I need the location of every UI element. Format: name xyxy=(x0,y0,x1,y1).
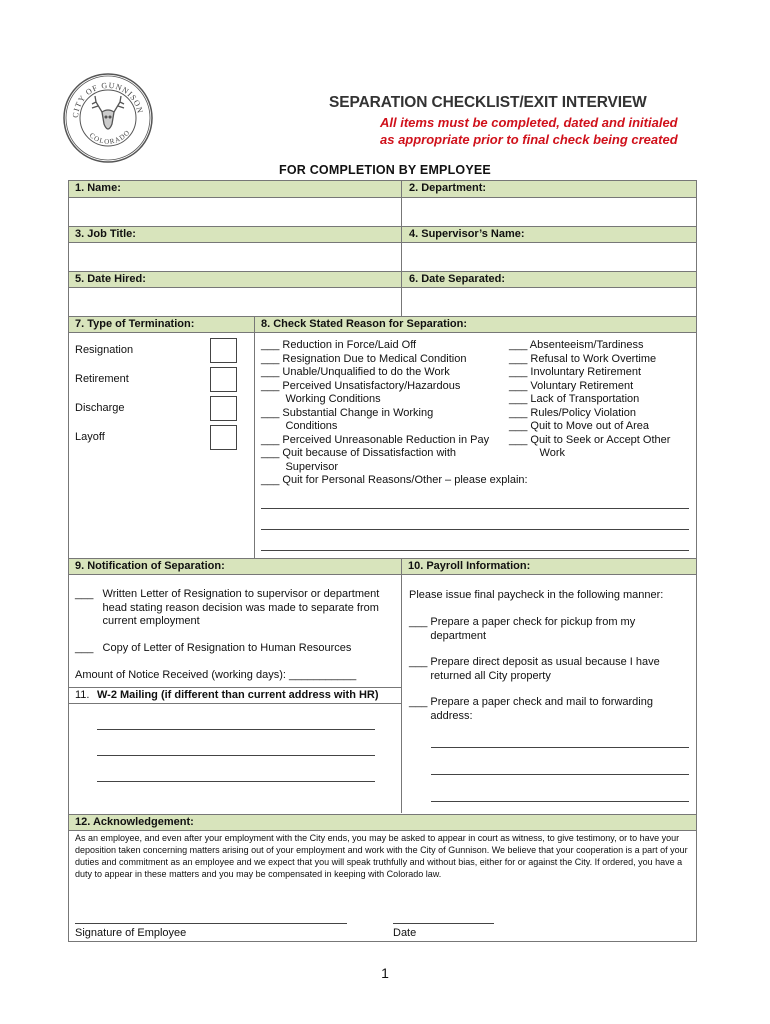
date-line[interactable] xyxy=(393,923,494,924)
reason-item-cont: Conditions xyxy=(261,420,338,432)
seal-text-bottom: COLORADO xyxy=(87,128,132,146)
discharge-checkbox[interactable] xyxy=(210,396,237,421)
explain-line-2[interactable] xyxy=(261,529,689,530)
page-number: 1 xyxy=(381,965,389,981)
w2-heading-number: 11. xyxy=(75,689,90,701)
reason-item[interactable]: ___ Resignation Due to Medical Condition xyxy=(261,352,467,365)
name-label: 1. Name: xyxy=(75,182,121,194)
date-separated-label: 6. Date Separated: xyxy=(409,273,505,285)
explain-line-1[interactable] xyxy=(261,508,689,509)
payroll-option-line: ___ Prepare a paper check for pickup from my xyxy=(409,616,636,628)
w2-heading: W-2 Mailing (if different than current address with HR) xyxy=(97,689,379,701)
form-container xyxy=(68,180,697,942)
reason-item[interactable]: ___ Lack of Transportation xyxy=(509,393,640,405)
reasons-header xyxy=(255,316,696,333)
reasons-heading: 8. Check Stated Reason for Separation: xyxy=(261,318,467,330)
reason-item[interactable]: ___ Unable/Unqualified to do the Work xyxy=(261,366,450,378)
explain-line-3[interactable] xyxy=(261,550,689,551)
option-layoff: Layoff xyxy=(75,431,105,443)
resignation-checkbox[interactable] xyxy=(210,338,237,363)
reasons-right-list xyxy=(509,339,670,461)
signature-line[interactable] xyxy=(75,923,347,924)
subtitle-line-1: All items must be completed, dated and initialed xyxy=(380,115,678,130)
forwarding-address-line-2[interactable] xyxy=(431,774,689,775)
acknowledgement-header xyxy=(69,814,696,831)
reason-item[interactable]: ___ Quit to Move out of Area xyxy=(509,420,650,432)
notification-heading: 9. Notification of Separation: xyxy=(75,560,225,572)
notification-item-1[interactable] xyxy=(75,588,379,629)
acknowledgement-heading: 12. Acknowledgement: xyxy=(75,816,194,828)
payroll-heading: 10. Payroll Information: xyxy=(408,560,531,572)
signature-label: Signature of Employee xyxy=(75,927,187,939)
reason-item[interactable]: ___ Quit because of Dissatisfaction with xyxy=(261,447,457,459)
reason-item[interactable]: ___ Involuntary Retirement xyxy=(509,366,642,378)
reason-item[interactable]: ___ Reduction in Force/Laid Off xyxy=(261,339,417,351)
job-title-label: 3. Job Title: xyxy=(75,228,136,240)
supervisor-field[interactable] xyxy=(402,243,696,271)
row-name-department-header xyxy=(69,181,696,198)
job-title-field[interactable] xyxy=(69,243,401,271)
seal-text-top: CITY OF GUNNISON xyxy=(70,80,145,119)
option-retirement: Retirement xyxy=(75,373,129,385)
retirement-checkbox[interactable] xyxy=(210,367,237,392)
payroll-option-line: ___ Prepare a paper check and mail to forwarding xyxy=(409,696,653,708)
payroll-header xyxy=(402,558,696,575)
option-discharge: Discharge xyxy=(75,402,125,414)
department-label: 2. Department: xyxy=(409,182,487,194)
payroll-option-mail[interactable] xyxy=(409,696,653,723)
forwarding-address-line-1[interactable] xyxy=(431,747,689,748)
notification-item-1-line: ___ Written Letter of Resignation to supervisor or department xyxy=(75,588,380,600)
reason-item-cont: Work xyxy=(509,447,566,459)
payroll-option-line: returned all City property xyxy=(409,669,551,682)
reason-item[interactable]: ___ Quit to Seek or Accept Other xyxy=(509,433,671,446)
department-field[interactable] xyxy=(402,198,696,226)
supervisor-label: 4. Supervisor’s Name: xyxy=(409,228,525,240)
notification-header xyxy=(69,558,401,575)
w2-address-line-2[interactable] xyxy=(97,755,375,756)
notification-item-2[interactable]: ___ Copy of Letter of Resignation to Human Resources xyxy=(75,642,352,654)
w2-header xyxy=(69,687,401,704)
reason-item[interactable]: ___ Perceived Unsatisfactory/Hazardous xyxy=(261,379,461,392)
page-title: SEPARATION CHECKLIST/EXIT INTERVIEW xyxy=(329,94,647,111)
payroll-option-line: address: xyxy=(409,709,473,722)
forwarding-address-line-3[interactable] xyxy=(431,801,689,802)
termination-heading: 7. Type of Termination: xyxy=(75,318,195,330)
payroll-option-direct-deposit[interactable] xyxy=(409,656,660,683)
reason-item[interactable]: ___ Refusal to Work Overtime xyxy=(509,352,657,365)
notification-item-1-line: current employment xyxy=(75,615,200,627)
section-heading: FOR COMPLETION BY EMPLOYEE xyxy=(279,163,491,177)
row-dates-header xyxy=(69,271,696,288)
city-seal-logo xyxy=(62,72,154,164)
reason-item-cont: Working Conditions xyxy=(261,393,381,405)
reason-item[interactable]: ___ Quit for Personal Reasons/Other – please explain: xyxy=(261,474,528,486)
reason-item[interactable]: ___ Absenteeism/Tardiness xyxy=(509,339,644,351)
reason-item[interactable]: ___ Voluntary Retirement xyxy=(509,379,634,392)
w2-address-line-1[interactable] xyxy=(97,729,375,730)
w2-address-line-3[interactable] xyxy=(97,781,375,782)
svg-text:COLORADO xyxy=(88,128,132,146)
payroll-option-pickup[interactable] xyxy=(409,616,635,643)
payroll-option-line: ___ Prepare direct deposit as usual because I have xyxy=(409,656,660,668)
notification-item-1-line: head stating reason decision was made to separate from xyxy=(75,601,379,614)
termination-header xyxy=(69,316,254,333)
notice-days-field[interactable]: Amount of Notice Received (working days): ___________ xyxy=(75,669,357,681)
layoff-checkbox[interactable] xyxy=(210,425,237,450)
date-hired-field[interactable] xyxy=(69,288,401,316)
date-hired-label: 5. Date Hired: xyxy=(75,273,146,285)
date-label: Date xyxy=(393,927,417,939)
acknowledgement-text: As an employee, and even after your employment with the City ends, you may be asked to appear in court as witness, to give testimony, or to have your deposition taken concerning matters arising out of your employment and work with the City of Gunnison. We believe that your cooperation is a part of your duties and commitment as an employee and we expect that you will speak truthfully and without bias, either for or against the City. If ordered, you have a duty to appear in these matters and you may be compensated in keeping with Colorado law. xyxy=(75,833,688,879)
row-jobtitle-supervisor-header xyxy=(69,226,696,243)
reason-item[interactable]: ___ Perceived Unreasonable Reduction in Pay xyxy=(261,433,490,446)
reason-item-cont: Supervisor xyxy=(261,460,339,473)
payroll-option-line: department xyxy=(409,629,487,642)
subtitle-line-2: as appropriate prior to final check being created xyxy=(380,132,678,147)
reason-item[interactable]: ___ Rules/Policy Violation xyxy=(509,406,636,419)
reason-item[interactable]: ___ Substantial Change in Working xyxy=(261,406,434,419)
reasons-left-list xyxy=(261,339,528,488)
name-field[interactable] xyxy=(69,198,401,226)
payroll-intro: Please issue final paycheck in the following manner: xyxy=(409,589,664,601)
date-separated-field[interactable] xyxy=(402,288,696,316)
option-resignation: Resignation xyxy=(75,344,134,356)
